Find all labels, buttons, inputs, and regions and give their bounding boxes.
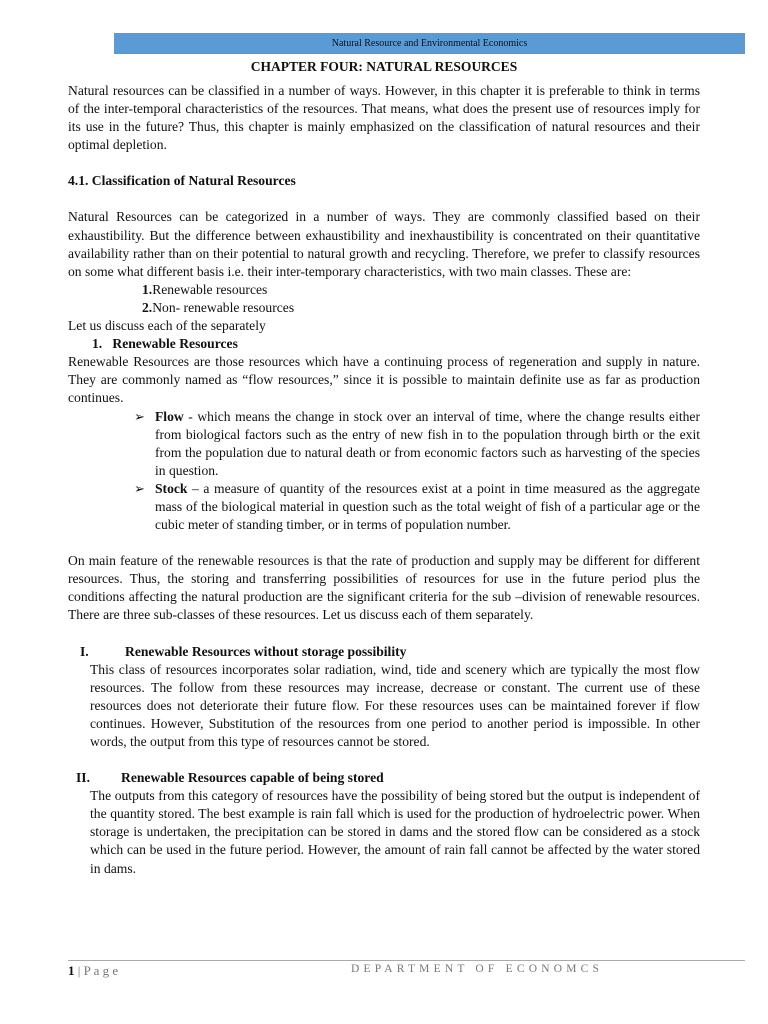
bullet-item: ➢ Stock – a measure of quantity of the resources exist at a point in time measured as the aggregate mass of the biological material in question such as the total weight of fish of a particular age or the cubic meter of standing timber, or in terms of population number. xyxy=(134,480,700,534)
page-footer xyxy=(68,960,745,983)
bullet-item: ➢ Flow - which means the change in stock over an interval of time, where the change results either from biological factors such as the entry of new fish in to the population through birth or the exit from the population due to natural death or from economic factors such as harvesting of the species in question. xyxy=(134,408,700,480)
running-header: Natural Resource and Environmental Economics xyxy=(114,33,745,54)
subsection-heading: I. Renewable Resources without storage possibility xyxy=(80,643,407,659)
arrow-bullet-icon: ➢ xyxy=(134,480,145,496)
list-item: 2.Non- renewable resources xyxy=(142,299,295,315)
document-body xyxy=(68,82,700,878)
department-label: DEPARTMENT OF ECONOMCS xyxy=(351,963,604,975)
subsection-paragraph: The outputs from this category of resources have the possibility of being stored but the output is independent of the quantity stored. The best example is rain fall which is used for the production of hydroelectric power. When storage is undertaken, the precipitation can be stored in dams and the stored flow can be considered as a stock which can be used in the future period. However, the amount of rain fall cannot be affected by the water stored in dams. xyxy=(90,788,700,876)
renewable-heading: 1. Renewable Resources xyxy=(92,336,238,352)
chapter-title: CHAPTER FOUR: NATURAL RESOURCES xyxy=(250,59,518,74)
intro-paragraph: Natural resources can be classified in a number of ways. However, in this chapter it is preferable to think in terms of the inter-temporal characteristics of the resources. That means, what does the present use of resources imply for its use in the future? Thus, this chapter is mainly emphasized on the classification of natural resources and their optimal depletion. xyxy=(68,83,700,153)
feature-paragraph: On main feature of the renewable resources is that the rate of production and supply may be different for different resources. Thus, the storing and transferring possibilities of resources for use in the future period plus the conditions affecting the natural production are the significant criteria for the sub –division of renewable resources. There are three sub-classes of these resources. Let us discuss each of them separately. xyxy=(68,553,700,623)
classification-paragraph: Natural Resources can be categorized in a number of ways. They are commonly classified based on their exhaustibility. But the difference between exhaustibility and inexhaustibility is concentrated on their quantitative availability rather than on their potential to natural growth and recycling. Therefore, we prefer to classify resources on some what different basis i.e. their inter-temporary characteristics, with two main classes. These are: xyxy=(68,209,700,279)
subsection-paragraph: This class of resources incorporates solar radiation, wind, tide and scenery which are typically the most flow resources. The follow from these resources may increase, decrease or constant. The current use of these resources does not deteriorate their future flow. For these resources uses can be maintained forever if flow continues. However, Substitution of the resources from one period to another period is impossible. In other words, the output from this type of resources cannot be stored. xyxy=(90,661,700,749)
page-number: 1 | P a g e xyxy=(68,963,119,978)
list-item: 1.Renewable resources xyxy=(142,281,268,297)
bullet-term: Flow xyxy=(155,408,184,424)
subsection-heading: II. Renewable Resources capable of being stored xyxy=(76,770,384,786)
arrow-bullet-icon: ➢ xyxy=(134,408,145,424)
section-heading: 4.1. Classification of Natural Resources xyxy=(68,173,296,189)
bullet-term: Stock xyxy=(155,480,188,496)
discuss-line: Let us discuss each of the separately xyxy=(68,318,266,334)
renewable-paragraph: Renewable Resources are those resources which have a continuing process of regeneration and supply in nature. They are commonly named as “flow resources,” since it is possible to maintain definite use as far as production continues. xyxy=(68,354,700,406)
